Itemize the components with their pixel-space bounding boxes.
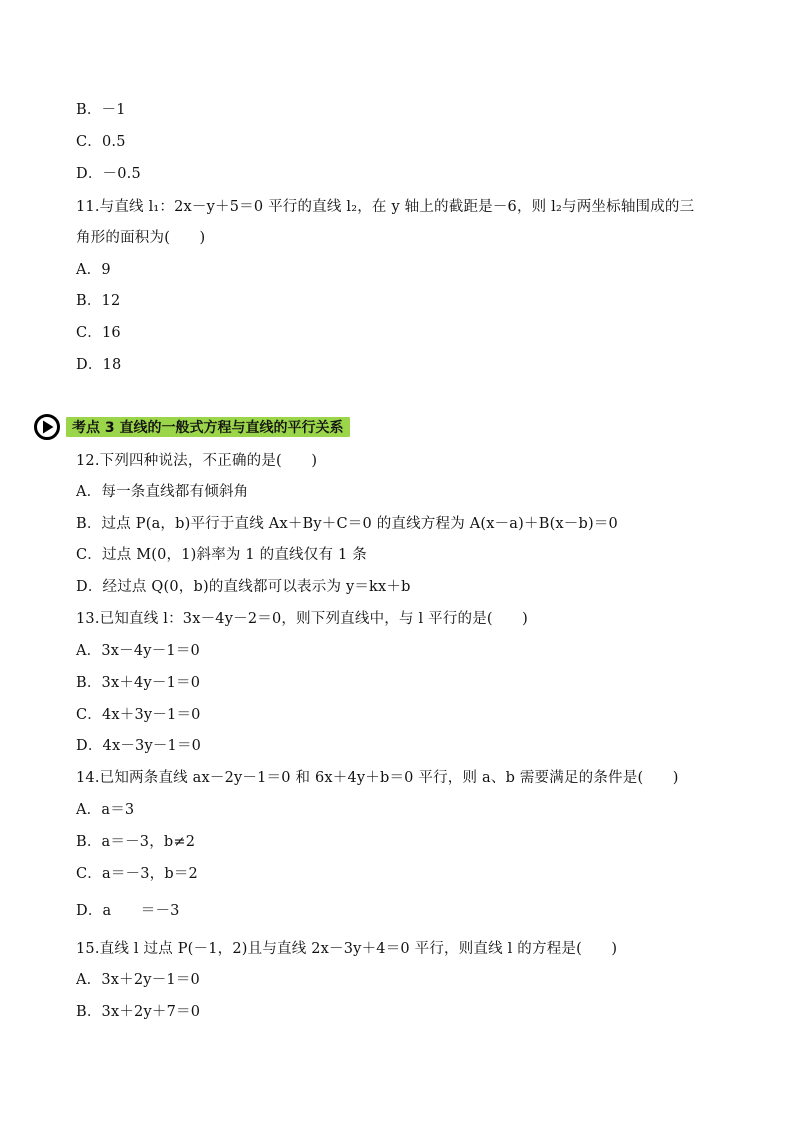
option-b-q11: B．12: [76, 293, 121, 309]
option-c-q12: C．过点 M(0，1)斜率为 1 的直线仅有 1 条: [76, 547, 367, 563]
question-12: 12.下列四种说法，不正确的是( ): [76, 453, 318, 469]
option-a-q12: A．每一条直线都有倾斜角: [76, 484, 249, 500]
question-15: 15.直线 l 过点 P(－1，2)且与直线 2x－3y＋4＝0 平行，则直线 l 的方程是( ): [76, 941, 618, 957]
option-c-q13: C．4x＋3y－1＝0: [76, 707, 201, 723]
option-b-q15: B．3x＋2y＋7＝0: [76, 1004, 201, 1020]
option-b-q12: B．过点 P(a，b)平行于直线 Ax＋By＋C＝0 的直线方程为 A(x－a)＋B(x－b)＝0: [76, 516, 618, 532]
option-b-q10: B．－1: [76, 102, 126, 118]
question-11-line-1: 11.与直线 l₁：2x－y＋5＝0 平行的直线 l₂，在 y 轴上的截距是－6，则 l₂与两坐标轴围成的三: [76, 199, 695, 215]
option-c-q14: C．a＝－3，b＝2: [76, 866, 198, 882]
option-d-q14: D．a ＝－3: [76, 903, 180, 919]
option-b-q14: B．a＝－3，b≠2: [76, 834, 196, 850]
option-c-q10: C．0.5: [76, 134, 126, 150]
option-c-q11: C．16: [76, 325, 121, 341]
option-a-q14: A．a＝3: [76, 802, 135, 818]
option-d-q11: D．18: [76, 357, 122, 373]
section-heading: [34, 414, 350, 440]
question-13: 13.已知直线 l：3x－4y－2＝0，则下列直线中，与 l 平行的是( ): [76, 611, 529, 627]
question-14: 14.已知两条直线 ax－2y－1＝0 和 6x＋4y＋b＝0 平行，则 a、b 需要满足的条件是( ): [76, 770, 679, 786]
section-title: 考点 3 直线的一般式方程与直线的平行关系: [66, 417, 350, 437]
option-a-q15: A．3x＋2y－1＝0: [76, 972, 200, 988]
question-11-line-2: 角形的面积为( ): [76, 230, 206, 246]
option-a-q11: A．9: [76, 262, 111, 278]
option-a-q13: A．3x－4y－1＝0: [76, 643, 200, 659]
play-circle-icon: [34, 414, 60, 440]
option-d-q10: D．－0.5: [76, 166, 141, 182]
option-d-q12: D．经过点 Q(0，b)的直线都可以表示为 y＝kx＋b: [76, 579, 411, 595]
option-b-q13: B．3x＋4y－1＝0: [76, 675, 201, 691]
option-d-q13: D．4x－3y－1＝0: [76, 738, 202, 754]
